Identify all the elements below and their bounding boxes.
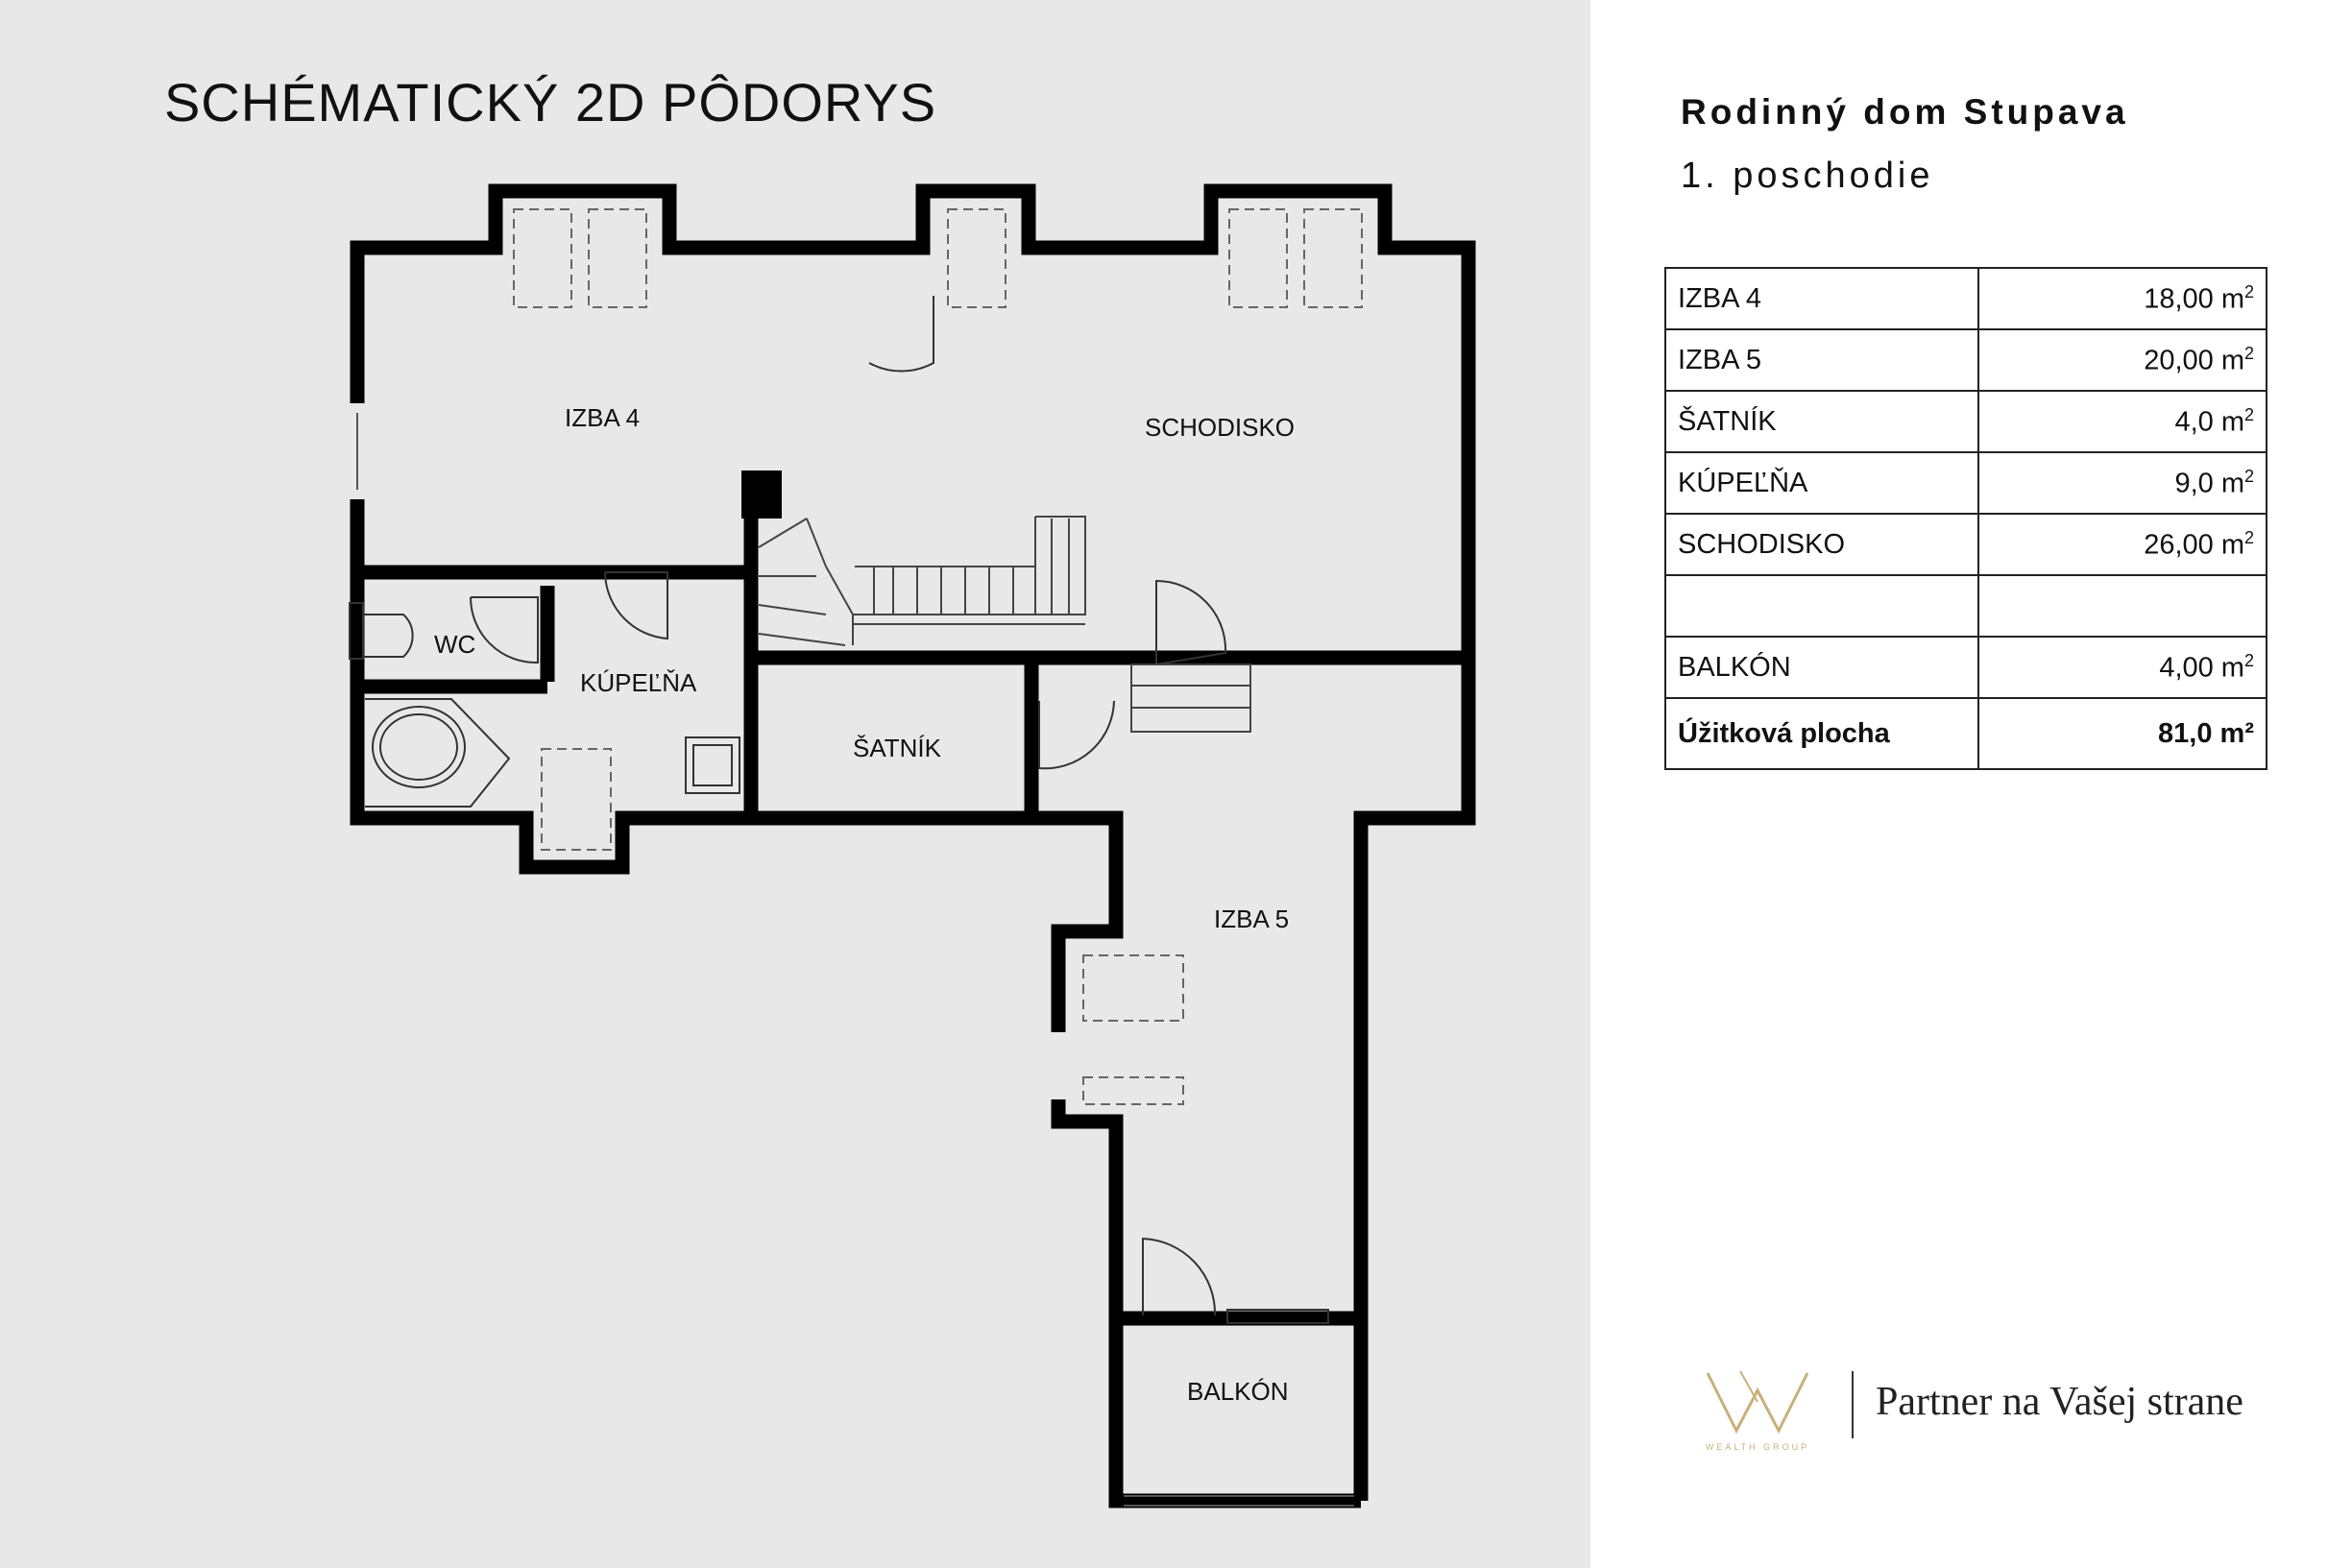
room-label-balkon: BALKÓN: [1187, 1377, 1289, 1406]
room-area: 9,0 $m^2$: [1978, 452, 2267, 514]
room-label-izba4: IZBA 4: [565, 403, 641, 432]
room-name: IZBA 4: [1665, 268, 1978, 329]
table-row: [1665, 514, 2267, 575]
total-label: Úžitková plocha: [1665, 698, 1978, 769]
slogan: Partner na Vašej strane: [1876, 1380, 2243, 1424]
table-row-empty: [1665, 575, 2267, 637]
room-area: 4,0 $m^2$: [1978, 391, 2267, 452]
table-row: [1665, 452, 2267, 514]
room-name: SCHODISKO: [1665, 514, 1978, 575]
total-area: 81,0 m²: [1978, 698, 2267, 769]
room-area: 18,00 $m^2$: [1978, 268, 2267, 329]
room-area: 26,00 $m^2$: [1978, 514, 2267, 575]
table-row: [1665, 637, 2267, 698]
table-row: [1665, 329, 2267, 391]
room-label-satnik: ŠATNÍK: [853, 734, 941, 762]
room-label-wc: WC: [434, 630, 476, 659]
info-panel: [1590, 0, 2352, 1568]
room-label-schodisko: SCHODISKO: [1145, 413, 1296, 442]
plan-title: SCHÉMATICKÝ 2D PÔDORYS: [163, 72, 937, 133]
room-name: BALKÓN: [1665, 637, 1978, 698]
staircase: [759, 517, 1250, 732]
wealth-group-logo: [1681, 1352, 1834, 1458]
logo-divider: [1852, 1371, 1854, 1438]
room-name: ŠATNÍK: [1665, 391, 1978, 452]
house-name: Rodinný dom Stupava: [1681, 92, 2129, 132]
room-name: [1665, 575, 1978, 637]
room-area: [1978, 575, 2267, 637]
chimney-block: [741, 470, 782, 519]
floor-name: 1. poschodie: [1681, 156, 1934, 196]
table-row: [1665, 268, 2267, 329]
svg-text:WEALTH GROUP: WEALTH GROUP: [1705, 1442, 1810, 1452]
room-name: KÚPEĽŇA: [1665, 452, 1978, 514]
area-table: [1664, 267, 2267, 770]
room-name: IZBA 5: [1665, 329, 1978, 391]
table-row-total: [1665, 698, 2267, 769]
room-label-kupelna: KÚPEĽŇA: [580, 668, 697, 697]
room-area: 20,00 $m^2$: [1978, 329, 2267, 391]
table-row: [1665, 391, 2267, 452]
room-area: 4,00 $m^2$: [1978, 637, 2267, 698]
room-label-izba5: IZBA 5: [1214, 905, 1290, 933]
izba5-left-wall: [1058, 1099, 1361, 1501]
